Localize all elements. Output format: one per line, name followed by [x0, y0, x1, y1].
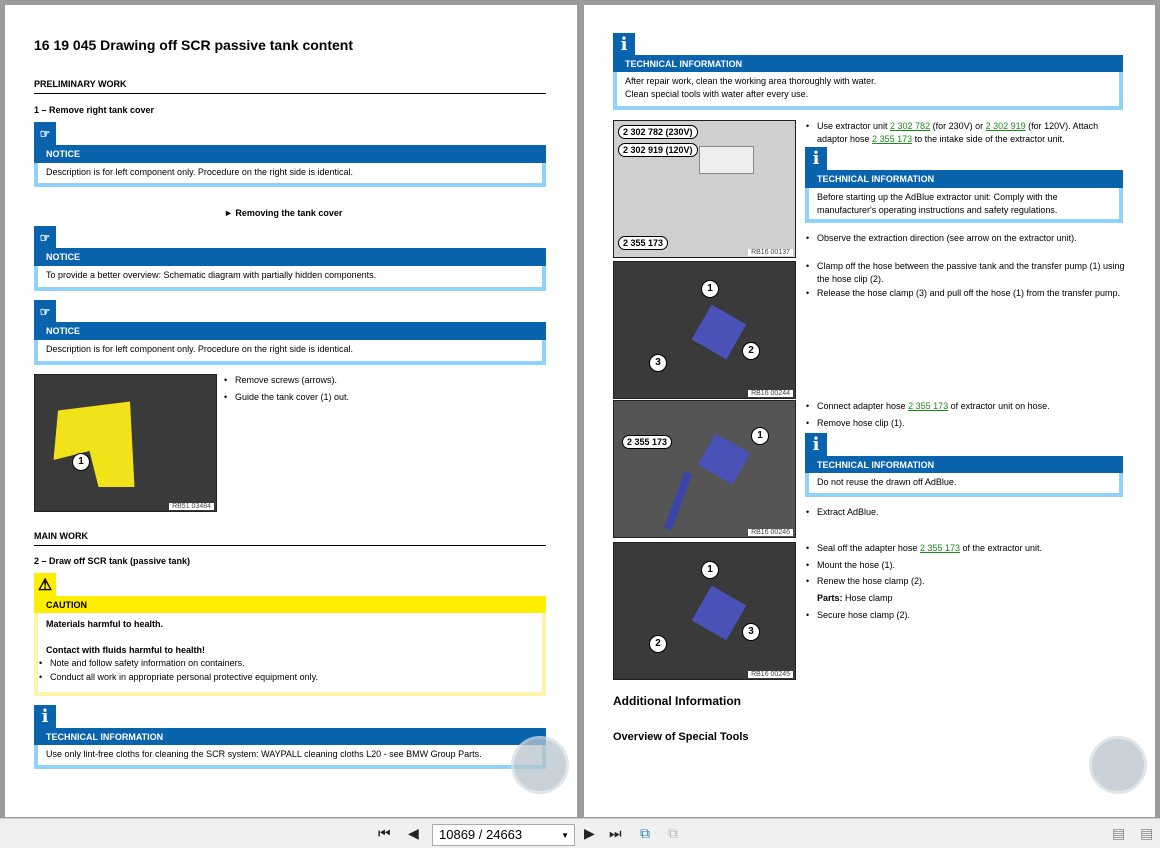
- bullet: • Seal off the adapter hose 2 355 173 of the extractor unit.: [805, 542, 1042, 555]
- part-link[interactable]: 2 355 173: [908, 401, 949, 411]
- notice-header: NOTICE: [34, 322, 546, 340]
- hose-clamp-image: [613, 261, 796, 399]
- bullet: • Mount the hose (1).: [805, 559, 895, 572]
- caution-line: Materials harmful to health.: [46, 619, 164, 629]
- info-icon: i: [805, 433, 827, 456]
- first-page-icon[interactable]: ⏮: [378, 825, 391, 841]
- notice-header: NOTICE: [34, 145, 546, 163]
- text-line: Clean special tools with water after every use.: [625, 89, 809, 99]
- watermark-logo: [511, 736, 569, 794]
- callout: 1: [72, 453, 90, 471]
- image-ref: RB16 00137: [748, 249, 793, 256]
- notice-hand-icon: ☞: [34, 122, 56, 145]
- parts-line: Parts: Hose clamp: [817, 593, 893, 603]
- additional-info-heading: Additional Information: [613, 694, 741, 708]
- callout: 2: [649, 635, 667, 653]
- callout: 2: [742, 342, 760, 360]
- section-main: MAIN WORK: [34, 531, 88, 541]
- notice-body: To provide a better overview: Schematic diagram with partially hidden components.: [34, 266, 546, 291]
- left-page: [5, 5, 577, 817]
- page-title: 16 19 045 Drawing off SCR passive tank content: [34, 37, 353, 53]
- callout: 1: [701, 280, 719, 298]
- callout: 3: [742, 623, 760, 641]
- bullet: • Clamp off the hose between the passive tank and the transfer pump (1) using the hose clip (2).: [805, 260, 1125, 286]
- watermark-logo: [1089, 736, 1147, 794]
- callout: 1: [751, 427, 769, 445]
- notice-header: NOTICE: [34, 248, 546, 266]
- info-icon: i: [613, 33, 635, 56]
- bullet: • Extract AdBlue.: [805, 506, 879, 519]
- info-icon: i: [34, 705, 56, 728]
- image-ref: RB16 00244: [748, 390, 793, 397]
- bullet: • Connect adapter hose 2 355 173 of extractor unit on hose.: [805, 400, 1050, 413]
- tech-info-header: TECHNICAL INFORMATION: [613, 55, 1123, 73]
- page-selector[interactable]: [432, 824, 575, 846]
- tool-tag: 2 355 173: [618, 236, 668, 250]
- next-page-icon[interactable]: ▶: [584, 825, 595, 841]
- adapter-hose-image: [613, 400, 796, 538]
- image-ref: RB51 03484: [169, 503, 214, 510]
- seal-hose-image: [613, 542, 796, 680]
- right-page: [584, 5, 1155, 817]
- extractor-image: [613, 120, 796, 258]
- tech-info-body: Before starting up the AdBlue extractor unit: Comply with the manufacturer's operating instructions and safety regulations.: [805, 188, 1123, 223]
- image-ref: RB16 00245: [748, 671, 793, 678]
- bullet: • Guide the tank cover (1) out.: [223, 391, 349, 404]
- tech-info-body: Do not reuse the drawn off AdBlue.: [805, 473, 1123, 497]
- bullet: • Renew the hose clamp (2).: [805, 575, 925, 588]
- bullet: • Note and follow safety information on containers.: [38, 657, 245, 670]
- step-1: 1 – Remove right tank cover: [34, 105, 155, 115]
- viewer-toolbar: [0, 818, 1160, 848]
- chevron-down-icon: ▼: [561, 831, 569, 840]
- bullet: • Conduct all work in appropriate personal protective equipment only.: [38, 671, 318, 684]
- tech-info-body: Use only lint-free cloths for cleaning the SCR system: WAYPALL cleaning cloths L20 - see BMW Group Parts.: [34, 745, 546, 769]
- info-icon: i: [805, 147, 827, 170]
- page-number: 10869 / 24663: [439, 827, 523, 842]
- part-link[interactable]: 2 302 919: [985, 121, 1026, 131]
- bullet: • Release the hose clamp (3) and pull off the hose (1) from the transfer pump.: [805, 287, 1125, 300]
- warning-icon: ⚠: [34, 573, 56, 596]
- part-link[interactable]: 2 355 173: [919, 543, 960, 553]
- callout: 3: [649, 354, 667, 372]
- last-page-icon[interactable]: ⏭: [609, 825, 622, 841]
- notice-hand-icon: ☞: [34, 226, 56, 249]
- caution-header: CAUTION: [34, 596, 546, 614]
- notice-body: Description is for left component only. Procedure on the right side is identical.: [34, 163, 546, 187]
- caution-line: Contact with fluids harmful to health!: [46, 645, 205, 655]
- continuous-page-icon[interactable]: ▤: [1140, 825, 1154, 841]
- notice-hand-icon: ☞: [34, 300, 56, 323]
- caution-body: [34, 613, 546, 696]
- tech-info-header: TECHNICAL INFORMATION: [34, 728, 546, 746]
- text-line: After repair work, clean the working area thoroughly with water.: [625, 76, 877, 86]
- part-link[interactable]: 2 355 173: [872, 134, 913, 144]
- bullet: • Use extractor unit 2 302 782 (for 230V) or 2 302 919 (for 120V). Attach adaptor hose 2 355 173 to the intake side of the extractor unit.: [805, 120, 1125, 146]
- notice-body: Description is for left component only. Procedure on the right side is identical.: [34, 340, 546, 365]
- image-ref: RB16 00246: [748, 529, 793, 536]
- bullet: • Secure hose clamp (2).: [805, 609, 910, 622]
- forward-view-icon[interactable]: ⧉: [668, 825, 678, 841]
- step-2: 2 – Draw off SCR tank (passive tank): [34, 556, 191, 566]
- callout: 1: [701, 561, 719, 579]
- tech-info-header: TECHNICAL INFORMATION: [805, 456, 1123, 474]
- bullet: • Remove hose clip (1).: [805, 417, 905, 430]
- single-page-icon[interactable]: ▤: [1112, 825, 1126, 841]
- tech-info-header: TECHNICAL INFORMATION: [805, 170, 1123, 188]
- tool-tag: 2 302 782 (230V): [618, 125, 698, 139]
- tank-cover-image: [34, 374, 217, 512]
- special-tools-heading: Overview of Special Tools: [613, 731, 749, 743]
- tool-tag: 2 355 173: [622, 435, 672, 449]
- bullet: • Observe the extraction direction (see arrow on the extractor unit).: [805, 232, 1077, 245]
- removing-link[interactable]: ► Removing the tank cover: [224, 208, 343, 218]
- back-view-icon[interactable]: ⧉: [640, 825, 650, 841]
- tool-tag: 2 302 919 (120V): [618, 143, 698, 157]
- previous-page-icon[interactable]: ◀: [408, 825, 419, 841]
- bullet: • Remove screws (arrows).: [223, 374, 337, 387]
- section-preliminary: PRELIMINARY WORK: [34, 79, 127, 89]
- part-link[interactable]: 2 302 782: [890, 121, 931, 131]
- tech-info-body: [613, 72, 1123, 110]
